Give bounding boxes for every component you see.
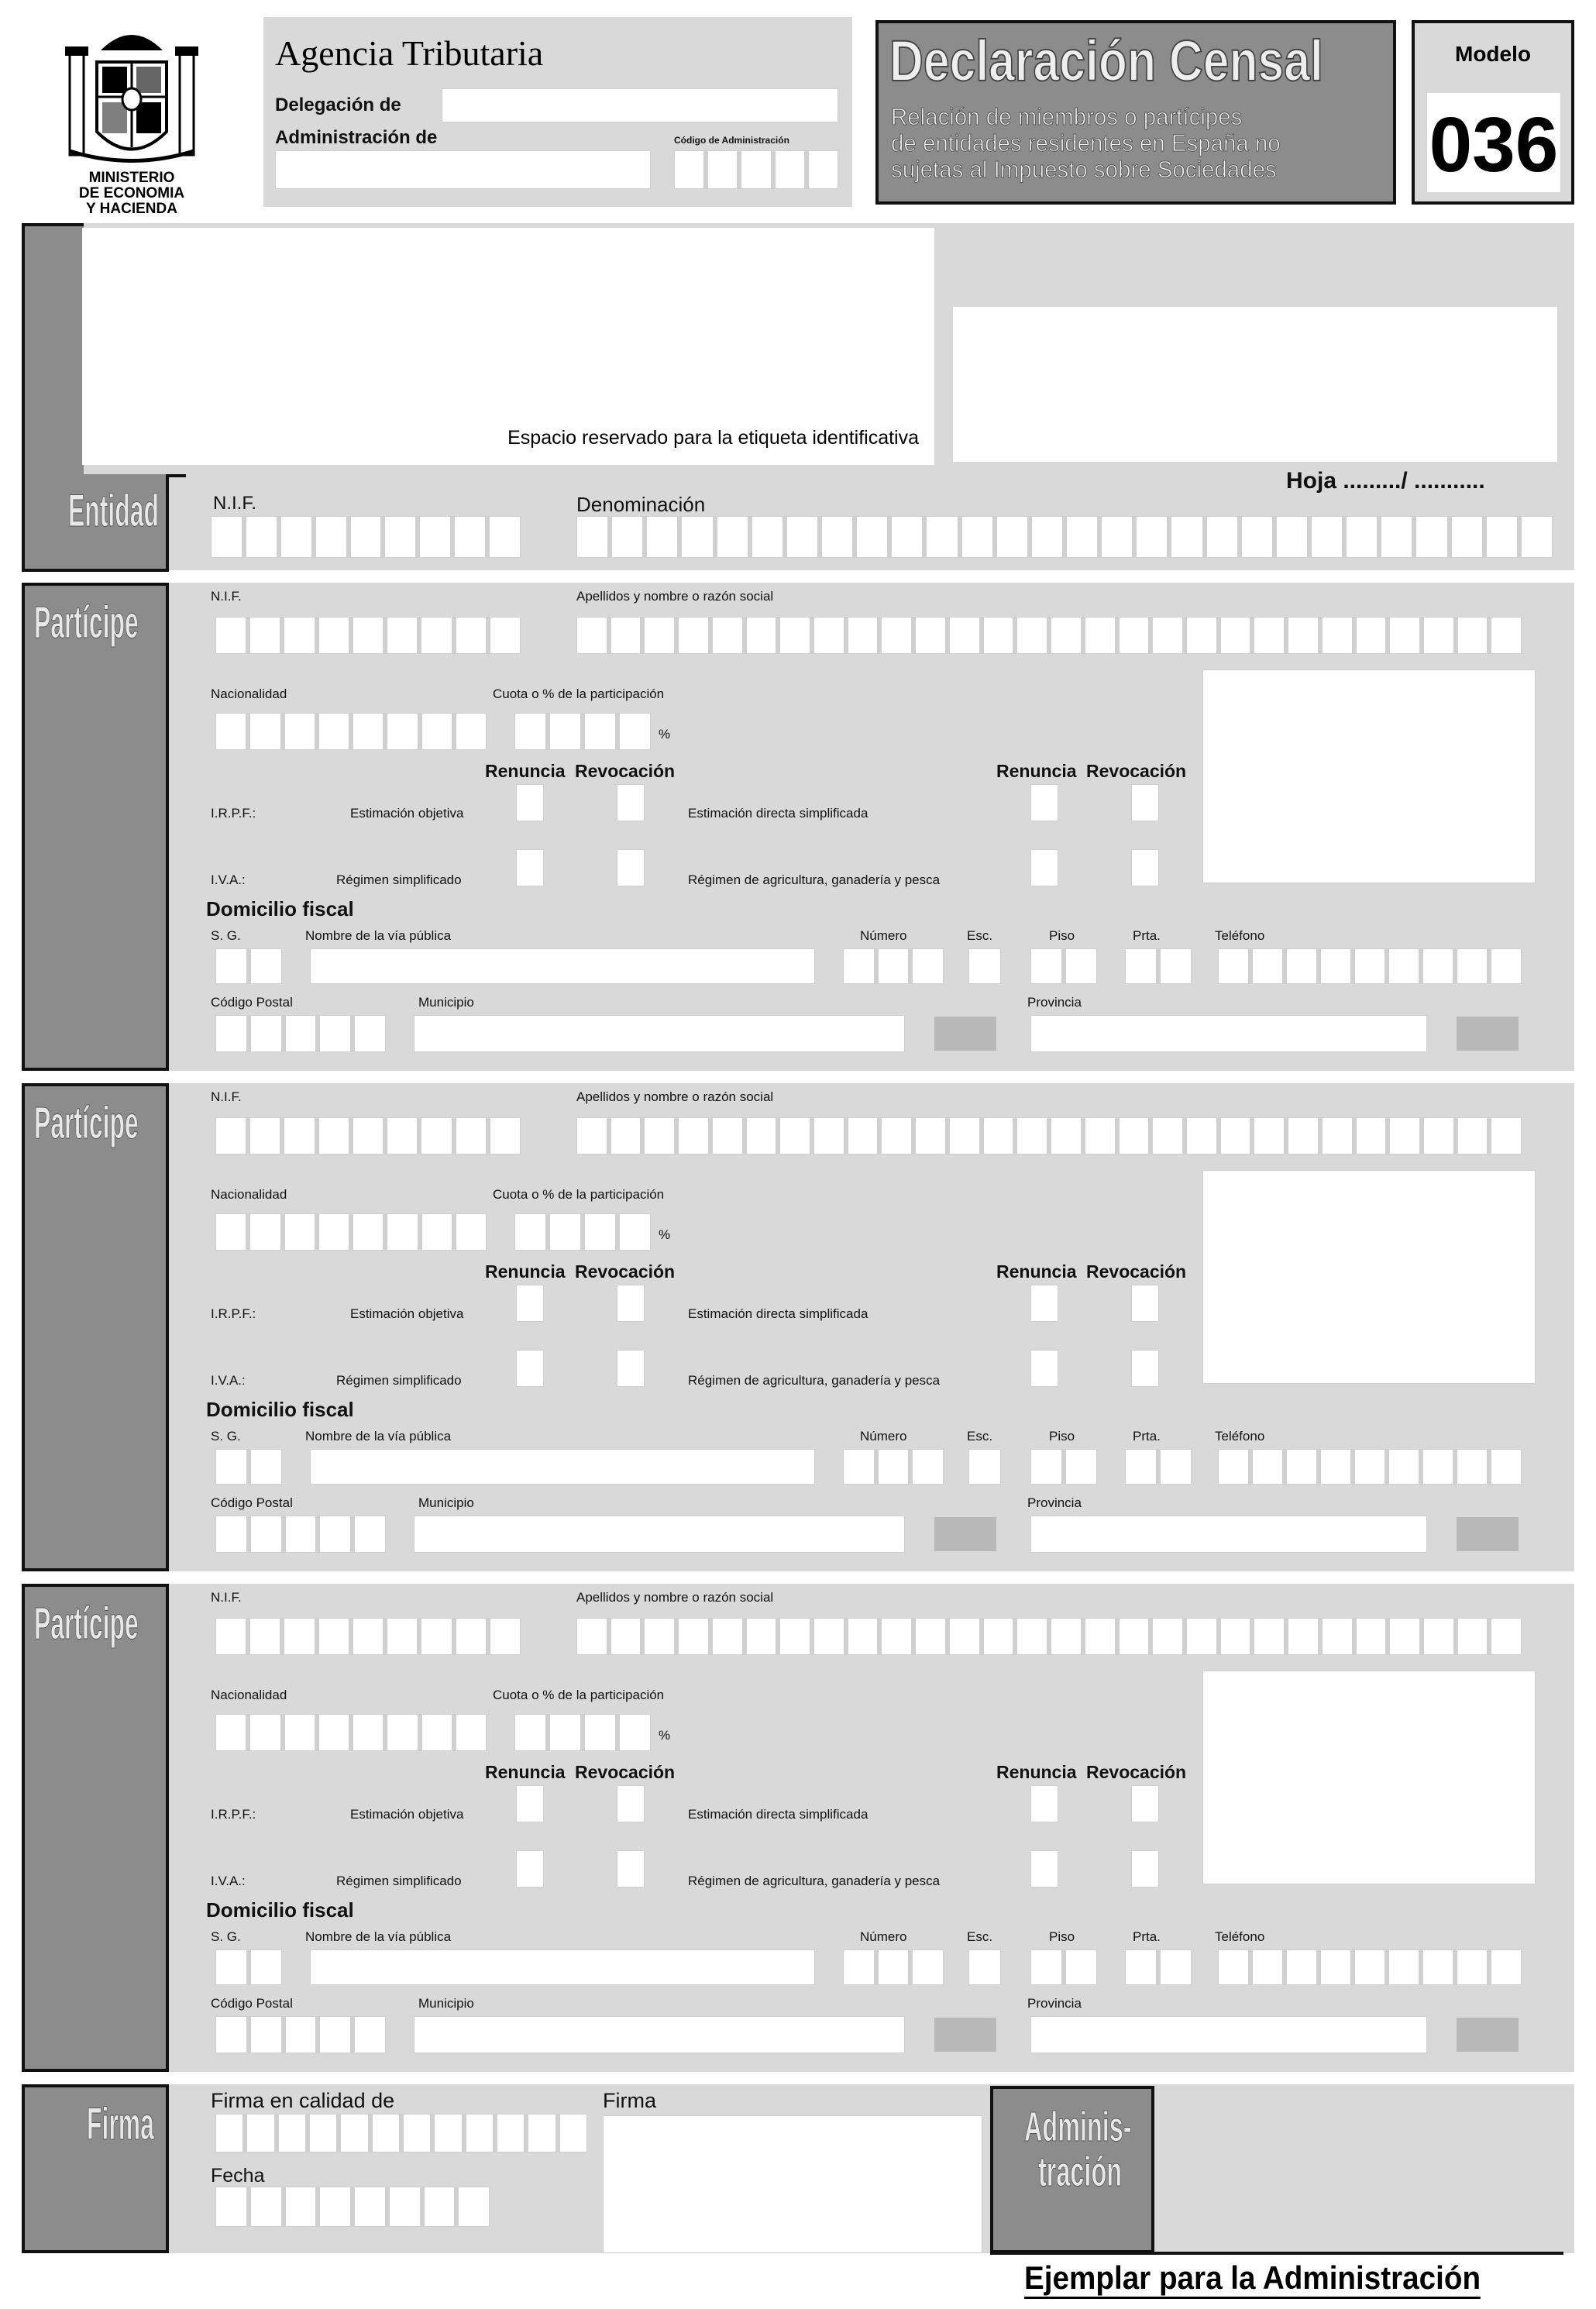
iva-agricultura-renuncia-checkbox[interactable] xyxy=(1030,1350,1058,1387)
participe-nacionalidad-label: Nacionalidad xyxy=(211,687,287,701)
participe-nif-cells[interactable] xyxy=(215,1117,521,1154)
entidad-side-title: Entidad xyxy=(68,486,159,536)
participe-side-title: Partícipe xyxy=(34,1098,139,1148)
domicilio-fiscal-title: Domicilio fiscal xyxy=(206,897,354,921)
esc-label: Esc. xyxy=(967,1429,993,1444)
participe-nif-label: N.I.F. xyxy=(211,589,242,604)
provincia-label: Provincia xyxy=(1027,1495,1082,1510)
participe-firma-field[interactable] xyxy=(1202,1170,1536,1384)
participe-apellidos-cells[interactable] xyxy=(576,617,1522,654)
participe-cuota-cells[interactable] xyxy=(514,713,651,750)
participe-nacionalidad-label: Nacionalidad xyxy=(211,1688,287,1702)
regimen-simplificado-label: Régimen simplificado xyxy=(336,872,462,887)
telefono-cells[interactable] xyxy=(1218,948,1522,984)
via-label: Nombre de la vía pública xyxy=(305,1429,452,1444)
participe-nif-cells[interactable] xyxy=(215,1618,521,1655)
administracion-box xyxy=(990,2086,1154,2253)
participe-sidebar-2 xyxy=(22,1083,169,1571)
sg-label: S. G. xyxy=(211,1929,241,1944)
prta-cells[interactable] xyxy=(1125,1449,1192,1485)
provincia-field[interactable] xyxy=(1030,1015,1427,1052)
provincia-field[interactable] xyxy=(1030,1516,1427,1553)
renuncia-label: Renuncia xyxy=(485,761,566,781)
numero-label: Número xyxy=(860,1929,907,1944)
piso-cells[interactable] xyxy=(1030,1949,1097,1985)
renuncia-label-2: Renuncia xyxy=(996,1261,1077,1282)
revocacion-label: Revocación xyxy=(575,761,676,781)
denominacion-label: Denominación xyxy=(576,493,706,516)
revocacion-label-2: Revocación xyxy=(1086,761,1187,781)
provincia-label: Provincia xyxy=(1027,1996,1082,2011)
participe-side-title: Partícipe xyxy=(34,1598,139,1649)
estimacion-objetiva-label: Estimación objetiva xyxy=(350,806,464,821)
prta-cells[interactable] xyxy=(1125,1949,1192,1985)
iva-agricultura-renuncia-checkbox[interactable] xyxy=(1030,849,1058,886)
sg-cells[interactable] xyxy=(215,1449,282,1485)
participe-nacionalidad-cells[interactable] xyxy=(215,713,487,750)
numero-label: Número xyxy=(860,1429,907,1444)
estimacion-directa-label: Estimación directa simplificada xyxy=(688,1306,869,1321)
irpf-directa-revocacion-checkbox[interactable] xyxy=(1131,784,1159,821)
provincia-code-box xyxy=(1457,1517,1519,1551)
via-field[interactable] xyxy=(310,948,815,984)
telefono-cells[interactable] xyxy=(1218,1449,1522,1485)
via-field[interactable] xyxy=(310,1449,815,1485)
participe-sidebar-1 xyxy=(22,583,169,1071)
regimen-agricultura-label: Régimen de agricultura, ganadería y pesca xyxy=(688,1373,941,1388)
coat-of-arms-icon xyxy=(54,15,209,170)
regimen-agricultura-label: Régimen de agricultura, ganadería y pesca xyxy=(688,1874,941,1888)
irpf-directa-renuncia-checkbox[interactable] xyxy=(1030,1285,1058,1322)
sg-label: S. G. xyxy=(211,928,241,943)
numero-label: Número xyxy=(860,928,907,943)
domicilio-fiscal-title: Domicilio fiscal xyxy=(206,1398,354,1421)
estimacion-objetiva-label: Estimación objetiva xyxy=(350,1306,464,1321)
estimacion-objetiva-label: Estimación objetiva xyxy=(350,1807,464,1822)
iva-agricultura-revocacion-checkbox[interactable] xyxy=(1131,1350,1159,1387)
telefono-label: Teléfono xyxy=(1215,1429,1265,1444)
firma-side-title: Firma xyxy=(87,2099,154,2149)
delegacion-label: Delegación de xyxy=(275,95,401,115)
iva-simplificado-revocacion-checkbox[interactable] xyxy=(617,849,645,886)
municipio-code-box xyxy=(934,2018,996,2052)
participe-nacionalidad-label: Nacionalidad xyxy=(211,1187,287,1202)
modelo-number: 036 xyxy=(1429,102,1559,188)
entidad-nif-label: N.I.F. xyxy=(213,493,257,514)
piso-label: Piso xyxy=(1049,928,1075,943)
esc-label: Esc. xyxy=(967,1929,993,1944)
municipio-code-box xyxy=(934,1517,996,1551)
participe-cuota-label: Cuota o % de la participación xyxy=(493,687,665,701)
renuncia-label: Renuncia xyxy=(485,1261,566,1282)
municipio-field[interactable] xyxy=(414,2016,905,2053)
declaration-title: Declaración Censal xyxy=(889,29,1323,93)
participe-cuota-label: Cuota o % de la participación xyxy=(493,1187,665,1202)
irpf-objetiva-renuncia-checkbox[interactable] xyxy=(516,1785,544,1822)
cp-cells[interactable] xyxy=(215,1516,386,1553)
regimen-simplificado-label: Régimen simplificado xyxy=(336,1874,462,1888)
piso-cells[interactable] xyxy=(1030,1449,1097,1485)
firma-fecha-label: Fecha xyxy=(211,2165,265,2187)
revocacion-label-2: Revocación xyxy=(1086,1762,1187,1782)
iva-simplificado-revocacion-checkbox[interactable] xyxy=(617,1850,645,1887)
piso-label: Piso xyxy=(1049,1429,1075,1444)
sg-cells[interactable] xyxy=(215,948,282,984)
cp-label: Código Postal xyxy=(211,995,293,1010)
entidad-nif-cells[interactable] xyxy=(211,516,521,558)
municipio-code-box xyxy=(934,1017,996,1051)
participe-firma-field[interactable] xyxy=(1202,1671,1536,1884)
municipio-field[interactable] xyxy=(414,1516,905,1553)
cp-label: Código Postal xyxy=(211,1495,293,1510)
numero-cells[interactable] xyxy=(843,948,944,984)
agency-title: Agencia Tributaria xyxy=(275,33,544,73)
esc-label: Esc. xyxy=(967,928,993,943)
participe-cuota-cells[interactable] xyxy=(514,1213,651,1251)
irpf-directa-renuncia-checkbox[interactable] xyxy=(1030,1785,1058,1822)
reserved-label-text: Espacio reservado para la etiqueta identificativa xyxy=(507,427,919,449)
iva-simplificado-renuncia-checkbox[interactable] xyxy=(516,1850,544,1887)
participe-percent-sign: % xyxy=(659,1728,671,1743)
cp-cells[interactable] xyxy=(215,2016,386,2053)
declaration-subtitle: Relación de miembros o partícipes de entidades residentes en España no sujetas al Impuesto sobre Sociedades xyxy=(891,103,1281,183)
via-label: Nombre de la vía pública xyxy=(305,1929,452,1944)
irpf-objetiva-renuncia-checkbox[interactable] xyxy=(516,784,544,821)
via-field[interactable] xyxy=(310,1949,815,1985)
participe-cuota-label: Cuota o % de la participación xyxy=(493,1688,665,1702)
cp-label: Código Postal xyxy=(211,1996,293,2011)
hoja-label: Hoja ........./ ........... xyxy=(1286,468,1485,494)
irpf-objetiva-revocacion-checkbox[interactable] xyxy=(617,1785,645,1822)
participe-cuota-cells[interactable] xyxy=(514,1714,651,1751)
irpf-directa-revocacion-checkbox[interactable] xyxy=(1131,1785,1159,1822)
prta-cells[interactable] xyxy=(1125,948,1192,984)
esc-field[interactable] xyxy=(968,1449,1001,1485)
telefono-label: Teléfono xyxy=(1215,1929,1265,1944)
firma-signature-label: Firma xyxy=(603,2089,656,2112)
irpf-directa-revocacion-checkbox[interactable] xyxy=(1131,1285,1159,1322)
ejemplar-label: Ejemplar para la Administración xyxy=(1024,2259,1481,2299)
piso-cells[interactable] xyxy=(1030,948,1097,984)
renuncia-label: Renuncia xyxy=(485,1762,566,1782)
renuncia-label-2: Renuncia xyxy=(996,761,1077,781)
renuncia-label-2: Renuncia xyxy=(996,1762,1077,1782)
participe-nacionalidad-cells[interactable] xyxy=(215,1213,487,1251)
esc-field[interactable] xyxy=(968,1949,1001,1985)
modelo-number-box xyxy=(1427,93,1560,192)
firma-sidebar xyxy=(22,2084,169,2253)
irpf-directa-renuncia-checkbox[interactable] xyxy=(1030,784,1058,821)
sg-cells[interactable] xyxy=(215,1949,282,1985)
telefono-cells[interactable] xyxy=(1218,1949,1522,1985)
codigo-admin-label: Código de Administración xyxy=(674,135,789,146)
municipio-field[interactable] xyxy=(414,1015,905,1052)
modelo-box xyxy=(1412,20,1574,205)
irpf-label: I.R.P.F.: xyxy=(211,806,256,821)
participe-apellidos-cells[interactable] xyxy=(576,1618,1522,1655)
provincia-label: Provincia xyxy=(1027,995,1082,1010)
denominacion-cells[interactable] xyxy=(576,516,1553,558)
sg-label: S. G. xyxy=(211,1429,241,1444)
provincia-code-box xyxy=(1457,2018,1519,2052)
firma-fecha-cells[interactable] xyxy=(215,2187,490,2227)
iva-label: I.V.A.: xyxy=(211,1373,246,1388)
provincia-code-box xyxy=(1457,1017,1519,1051)
iva-simplificado-revocacion-checkbox[interactable] xyxy=(617,1350,645,1387)
participe-percent-sign: % xyxy=(659,727,671,742)
via-label: Nombre de la vía pública xyxy=(305,928,452,943)
revocacion-label: Revocación xyxy=(575,1762,676,1782)
firma-signature-field[interactable] xyxy=(603,2115,982,2253)
piso-label: Piso xyxy=(1049,1929,1075,1944)
participe-apellidos-label: Apellidos y nombre o razón social xyxy=(576,589,774,604)
administracion-title: Adminis- tración xyxy=(1024,2104,1132,2195)
revocacion-label-2: Revocación xyxy=(1086,1261,1187,1282)
iva-simplificado-renuncia-checkbox[interactable] xyxy=(516,1350,544,1387)
municipio-label: Municipio xyxy=(418,1996,474,2011)
ministry-logo xyxy=(54,15,209,217)
participe-side-title: Partícipe xyxy=(34,597,139,648)
participe-nif-label: N.I.F. xyxy=(211,1089,242,1104)
entidad-sidebar xyxy=(22,474,169,572)
participe-apellidos-label: Apellidos y nombre o razón social xyxy=(576,1089,774,1104)
label-area-white-right[interactable] xyxy=(953,307,1557,462)
regimen-simplificado-label: Régimen simplificado xyxy=(336,1373,462,1388)
municipio-label: Municipio xyxy=(418,1495,474,1510)
irpf-objetiva-renuncia-checkbox[interactable] xyxy=(516,1285,544,1322)
firma-calidad-label: Firma en calidad de xyxy=(211,2089,395,2112)
agency-box xyxy=(263,17,852,207)
provincia-field[interactable] xyxy=(1030,2016,1427,2053)
participe-firma-field[interactable] xyxy=(1202,669,1536,883)
estimacion-directa-label: Estimación directa simplificada xyxy=(688,1807,869,1822)
revocacion-label: Revocación xyxy=(575,1261,676,1282)
telefono-label: Teléfono xyxy=(1215,928,1265,943)
esc-field[interactable] xyxy=(968,948,1001,984)
cp-cells[interactable] xyxy=(215,1015,386,1052)
participe-apellidos-label: Apellidos y nombre o razón social xyxy=(576,1590,774,1605)
participe-percent-sign: % xyxy=(659,1227,671,1242)
participe-nif-label: N.I.F. xyxy=(211,1590,242,1605)
prta-label: Prta. xyxy=(1133,1429,1161,1444)
regimen-agricultura-label: Régimen de agricultura, ganadería y pesca xyxy=(688,872,941,887)
participe-apellidos-cells[interactable] xyxy=(576,1117,1522,1154)
administracion-label: Administración de xyxy=(275,127,438,148)
iva-label: I.V.A.: xyxy=(211,1874,246,1888)
municipio-label: Municipio xyxy=(418,995,474,1010)
iva-agricultura-revocacion-checkbox[interactable] xyxy=(1131,1850,1159,1887)
participe-nif-cells[interactable] xyxy=(215,617,521,654)
iva-simplificado-renuncia-checkbox[interactable] xyxy=(516,849,544,886)
irpf-objetiva-revocacion-checkbox[interactable] xyxy=(617,1285,645,1322)
iva-agricultura-revocacion-checkbox[interactable] xyxy=(1131,849,1159,886)
iva-label: I.V.A.: xyxy=(211,872,246,887)
irpf-label: I.R.P.F.: xyxy=(211,1306,256,1321)
irpf-objetiva-revocacion-checkbox[interactable] xyxy=(617,784,645,821)
label-area-white[interactable] xyxy=(82,228,934,465)
label-area-frame xyxy=(22,223,84,479)
domicilio-fiscal-title: Domicilio fiscal xyxy=(206,1898,354,1922)
estimacion-directa-label: Estimación directa simplificada xyxy=(688,806,869,821)
codigo-admin-cells[interactable] xyxy=(674,150,838,189)
prta-label: Prta. xyxy=(1133,928,1161,943)
participe-sidebar-3 xyxy=(22,1584,169,2072)
numero-cells[interactable] xyxy=(843,1449,944,1485)
title-box xyxy=(875,20,1396,205)
numero-cells[interactable] xyxy=(843,1949,944,1985)
delegacion-field[interactable] xyxy=(442,88,838,122)
ministry-name: MINISTERIO DE ECONOMIA Y HACIENDA xyxy=(78,170,185,217)
irpf-label: I.R.P.F.: xyxy=(211,1807,256,1822)
participe-nacionalidad-cells[interactable] xyxy=(215,1714,487,1751)
firma-bottom-rule xyxy=(990,2252,1563,2255)
administracion-field[interactable] xyxy=(275,150,651,189)
modelo-label: Modelo xyxy=(1455,42,1531,66)
prta-label: Prta. xyxy=(1133,1929,1161,1944)
firma-calidad-cells[interactable] xyxy=(215,2114,587,2152)
iva-agricultura-renuncia-checkbox[interactable] xyxy=(1030,1850,1058,1887)
